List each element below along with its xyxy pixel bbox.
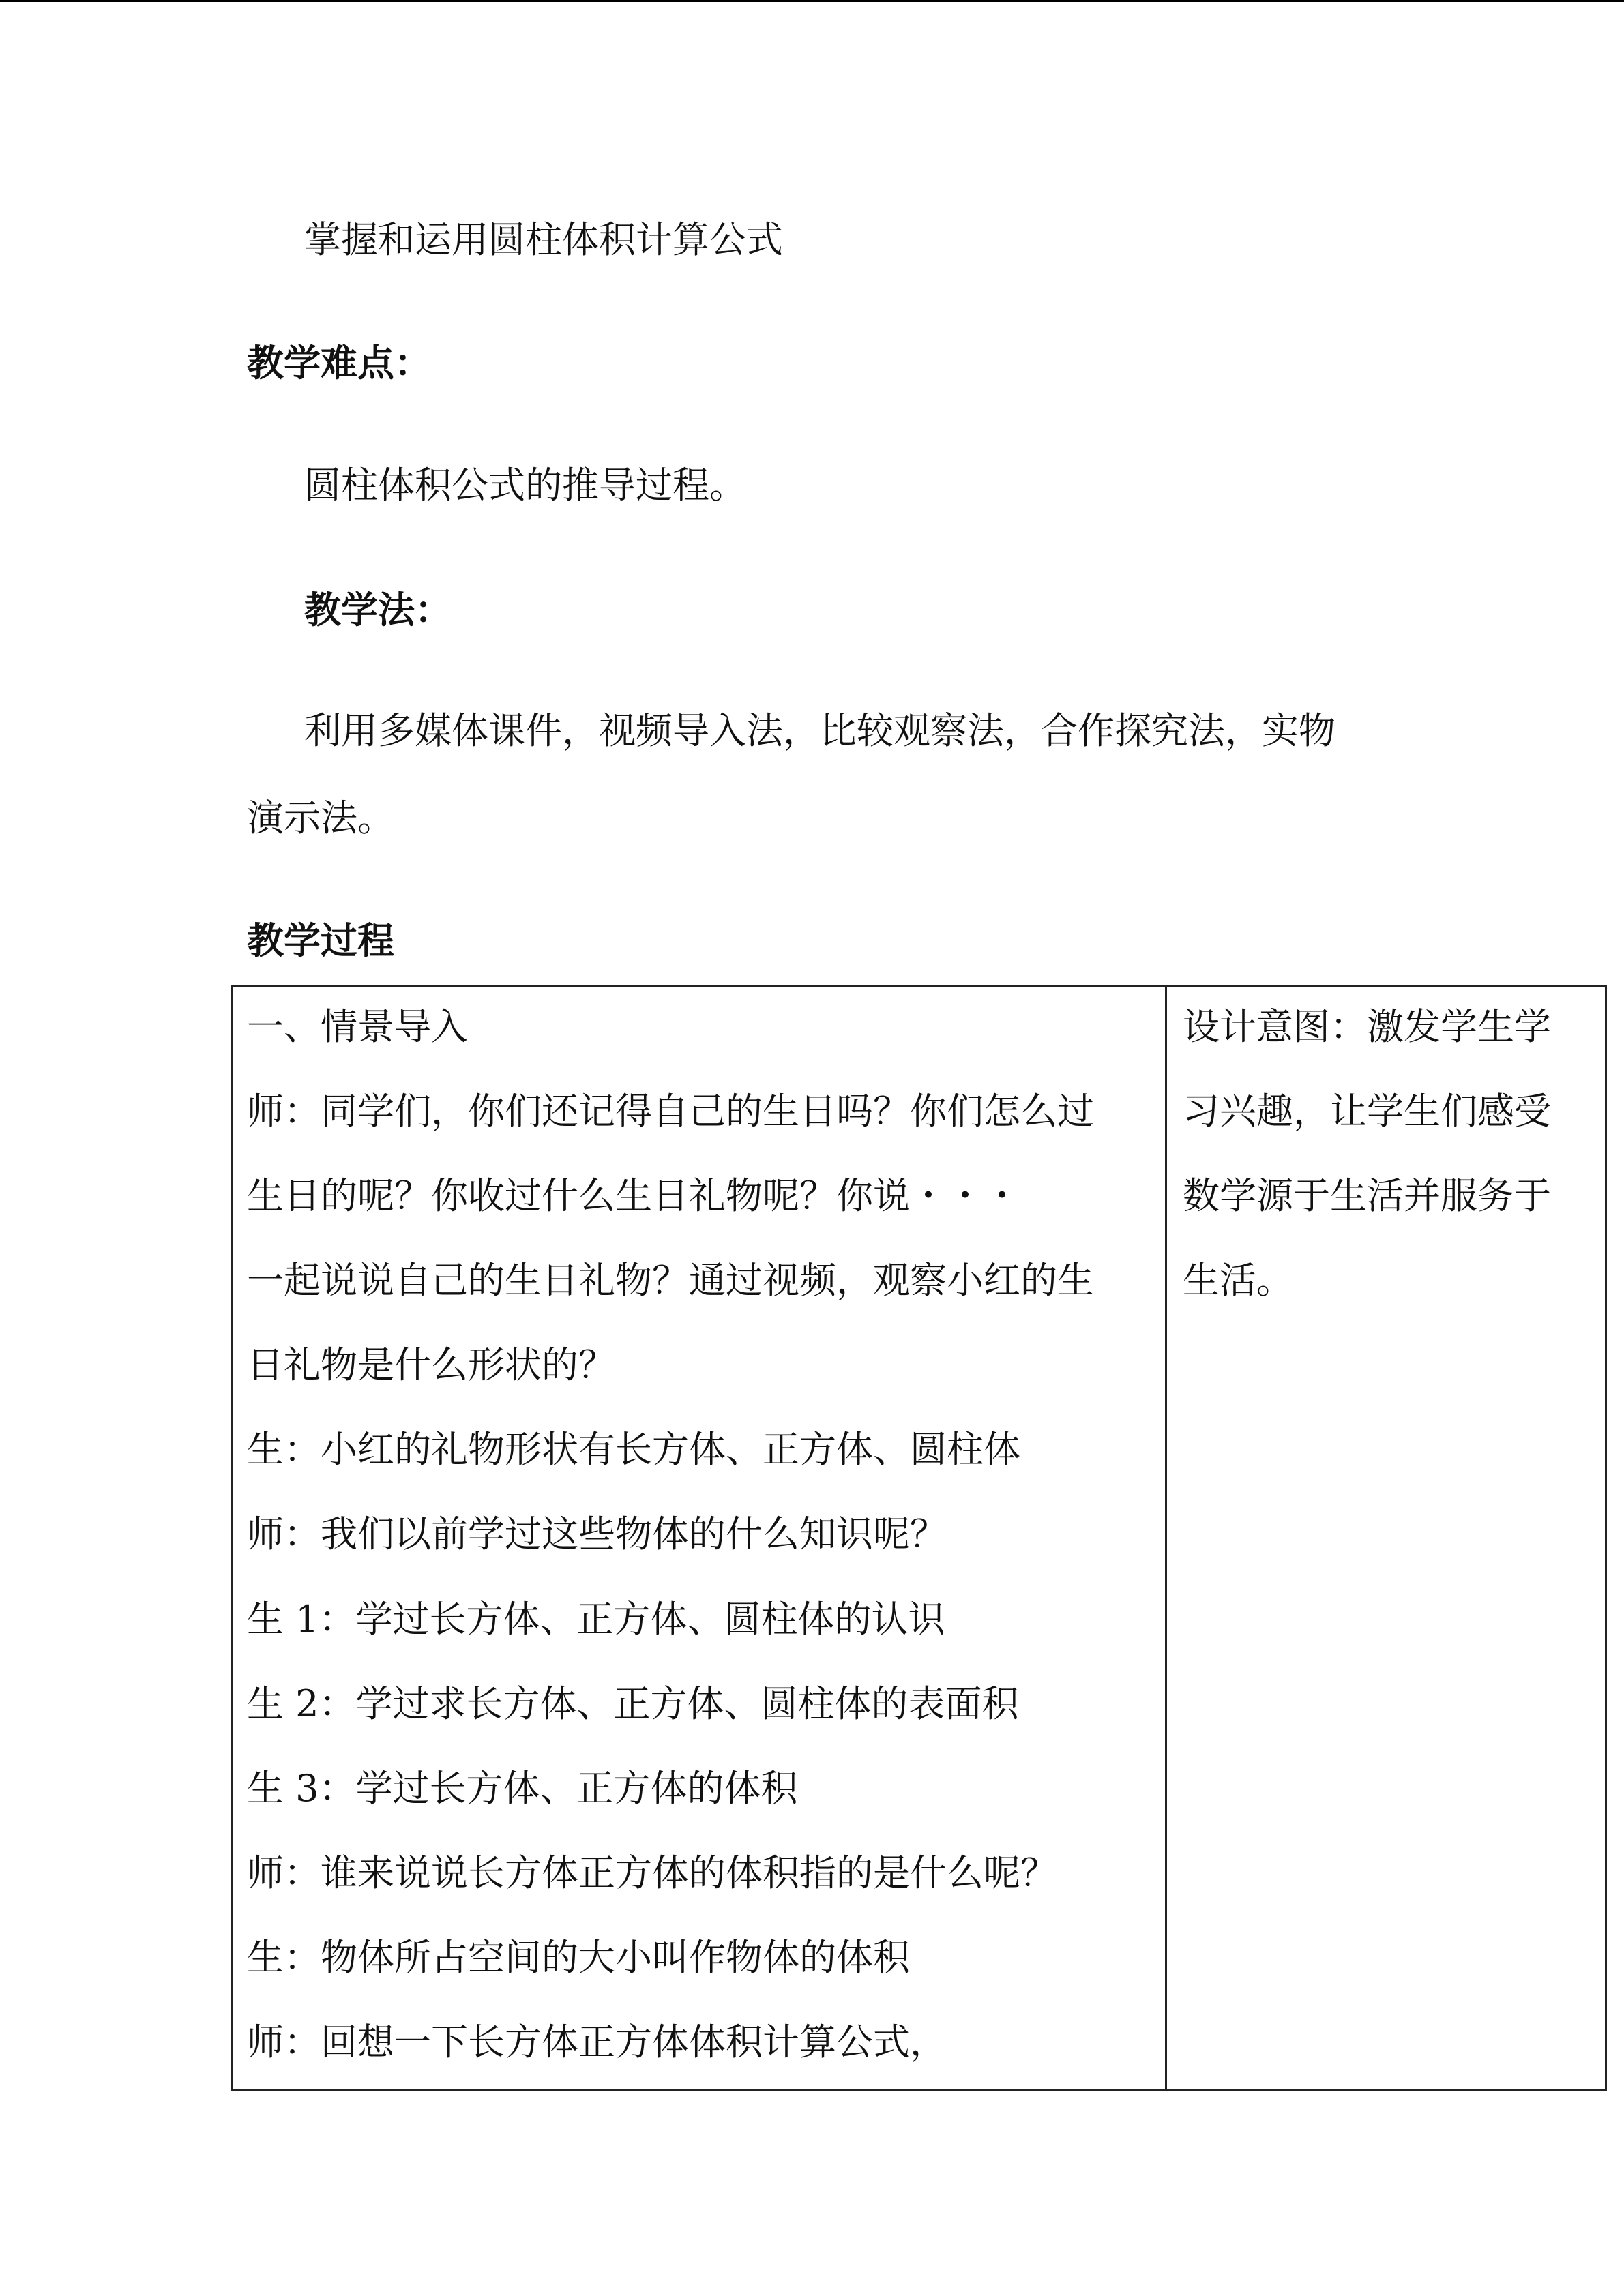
difficulty-text: 圆柱体积公式的推导过程。 <box>304 464 746 507</box>
table-right-line: 生活。 <box>1183 1259 1293 1302</box>
method-text-line-2: 演示法。 <box>247 796 394 839</box>
table-left-line: 生：物体所占空间的大小叫作物体的体积 <box>247 1936 910 1979</box>
table-left-line: 一、情景导入 <box>247 1005 468 1048</box>
process-heading: 教学过程 <box>247 919 394 962</box>
table-left-line: 一起说说自己的生日礼物？通过视频，观察小红的生 <box>247 1259 1094 1302</box>
table-left-line: 师：谁来说说长方体正方体的体积指的是什么呢？ <box>247 1851 1057 1894</box>
difficulty-heading: 教学难点： <box>247 341 431 385</box>
table-right-line: 习兴趣，让学生们感受 <box>1183 1090 1551 1133</box>
table-left-line: 师：回想一下长方体正方体体积计算公式， <box>247 2021 947 2063</box>
table-left-line: 生 1：学过长方体、正方体、圆柱体的认识 <box>247 1598 945 1641</box>
table-left-line: 生日的呢？你收过什么生日礼物呢？你说・・・ <box>247 1174 1020 1217</box>
table-left-line: 日礼物是什么形状的？ <box>247 1343 615 1386</box>
table-left-line: 师：同学们，你们还记得自己的生日吗？你们怎么过 <box>247 1090 1094 1133</box>
page-top-border <box>0 0 1624 2</box>
table-left-line: 生 2：学过求长方体、正方体、圆柱体的表面积 <box>247 1682 1019 1725</box>
process-table-divider <box>1165 985 1167 2091</box>
table-right-line: 数学源于生活并服务于 <box>1183 1174 1551 1217</box>
table-left-line: 生 3：学过长方体、正方体的体积 <box>247 1767 798 1810</box>
table-left-line: 生：小红的礼物形状有长方体、正方体、圆柱体 <box>247 1428 1020 1471</box>
key-point-text: 掌握和运用圆柱体积计算公式 <box>304 218 783 261</box>
method-text-line-1: 利用多媒体课件，视频导入法，比较观察法，合作探究法，实物 <box>304 709 1335 752</box>
method-heading: 教学法： <box>304 588 452 631</box>
table-right-line: 设计意图：激发学生学 <box>1183 1005 1551 1048</box>
table-left-line: 师：我们以前学过这些物体的什么知识呢？ <box>247 1512 947 1555</box>
